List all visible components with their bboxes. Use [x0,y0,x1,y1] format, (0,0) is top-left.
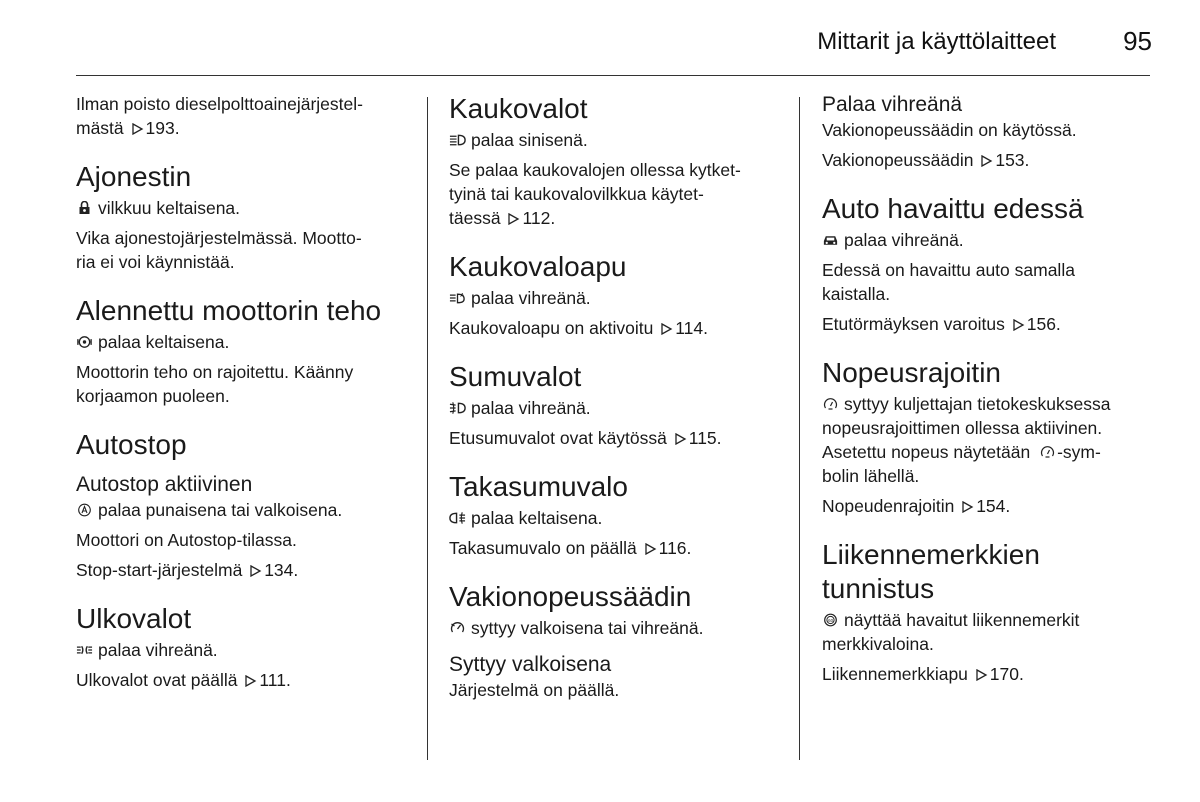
palaa-line-1: Vakionopeussäädin on käytössä. [822,120,1077,140]
link-page-115[interactable]: 115. [688,428,722,448]
subheading-autostop-aktiivinen: Autostop aktiivinen [76,473,253,496]
reduced-engine-power-icon [76,335,93,349]
intro-paragraph: Ilman poisto dieselpolttoainejärjestel- mästä 193. [76,94,363,138]
cruise-control-icon [449,621,466,635]
page-header-title: Mittarit ja käyttölaitteet [817,28,1056,55]
heading-nopeusrajoitin: Nopeusrajoitin [822,357,1001,388]
autostop-line-1: palaa punaisena tai valkoisena. [76,498,411,522]
link-page-112[interactable]: 112. [522,208,556,228]
exterior-lights-icon [76,643,93,657]
kaukovaloapu-line-2: Kaukovaloapu on aktivoitu 114. [449,318,708,338]
nopeusrajoitin-line-1: syttyy kuljettajan tietokeskuksessa nopeusrajoittimen ollessa aktiivinen. Asetettu nopeus näytetään -sym- bolin lähellä. [822,394,1111,486]
page-reference-arrow-icon [1013,319,1025,331]
column-3 [822,92,1157,692]
heading-autostop: Autostop [76,429,187,460]
link-page-156[interactable]: 156. [1026,314,1061,334]
alennettu-line-1: palaa keltaisena. [76,330,411,354]
link-page-154[interactable]: 154. [976,496,1011,516]
column-divider-left [427,97,428,760]
page-reference-arrow-icon [675,433,687,445]
alennettu-line-2: Moottorin teho on rajoitettu. Käänny korjaamon puoleen. [76,362,354,406]
high-beam-assist-icon [449,291,466,305]
speed-limiter-icon [822,397,839,411]
heading-ulkovalot: Ulkovalot [76,603,192,634]
subheading-syttyy-valkoisena: Syttyy valkoisena [449,653,612,676]
header-rule [76,75,1150,76]
page-reference-arrow-icon [250,565,262,577]
kaukovaloapu-line-1: A palaa vihreänä. [449,286,784,310]
page-reference-arrow-icon [132,123,144,135]
svg-text:A: A [460,293,465,300]
front-fog-light-icon [449,401,466,415]
page-reference-arrow-icon [976,669,988,681]
svg-text:60: 60 [828,617,834,623]
rear-fog-light-icon [449,511,466,525]
heading-takasumuvalo: Takasumuvalo [449,471,628,502]
link-page-111[interactable]: 111. [259,670,291,690]
page-reference-arrow-icon [962,501,974,513]
heading-alennettu-moottorin-teho: Alennettu moottorin teho [76,295,382,326]
link-page-153[interactable]: 153. [995,150,1030,170]
kaukovalot-line-2: Se palaa kaukovalojen ollessa kytket- tyinä tai kaukovalovilkkua käytet- täessä 112. [449,160,741,228]
autostop-a-icon [76,503,93,517]
auto-havaittu-line-3: Etutörmäyksen varoitus 156. [822,314,1061,334]
ulkovalot-line-2: Ulkovalot ovat päällä 111. [76,670,291,690]
page-reference-arrow-icon [981,155,993,167]
link-page-170[interactable]: 170. [989,664,1024,684]
vakionopeus-line-2: Järjestelmä on päällä. [449,680,620,700]
link-page-193[interactable]: 193. [145,118,180,138]
ulkovalot-line-1: palaa vihreänä. [76,638,411,662]
link-page-114[interactable]: 114. [675,318,708,338]
column-2 [449,92,784,708]
vehicle-ahead-icon [822,233,839,247]
takasumuvalo-line-2: Takasumuvalo on päällä 116. [449,538,692,558]
liikenne-line-1: 60 näyttää havaitut liikennemerkit merkkivaloina. [822,610,1080,654]
autostop-line-2: Moottori on Autostop-tilassa. [76,530,297,550]
traffic-sign-icon [822,613,839,627]
palaa-line-2: Vakionopeussäädin 153. [822,150,1030,170]
kaukovalot-line-1: palaa sinisenä. [449,128,784,152]
page-number: 95 [1123,26,1152,56]
immobilizer-lock-icon [76,201,93,215]
heading-kaukovaloapu: Kaukovaloapu [449,251,627,282]
heading-auto-havaittu-edessa: Auto havaittu edessä [822,193,1084,224]
link-page-116[interactable]: 116. [658,538,692,558]
page-reference-arrow-icon [245,675,257,687]
liikenne-line-2: Liikennemerkkiapu 170. [822,664,1024,684]
subheading-palaa-vihreana: Palaa vihreänä [822,93,963,116]
page-reference-arrow-icon [508,213,520,225]
sumuvalot-line-2: Etusumuvalot ovat käytössä 115. [449,428,722,448]
auto-havaittu-line-2: Edessä on havaittu auto samalla kaistalla. [822,260,1075,304]
high-beam-icon [449,133,466,147]
link-page-134[interactable]: 134. [264,560,299,580]
heading-vakionopeussaadin: Vakionopeussäädin [449,581,692,612]
page-reference-arrow-icon [645,543,657,555]
vakionopeus-line-1: syttyy valkoisena tai vihreänä. [449,616,784,640]
speed-limiter-icon [1039,445,1056,459]
heading-liikennemerkkien-tunnistus: Liikennemerkkien tunnistus [822,539,1040,604]
auto-havaittu-line-1: palaa vihreänä. [822,228,1157,252]
heading-ajonestin: Ajonestin [76,161,192,192]
column-1 [76,92,411,698]
ajonestin-line-2: Vika ajonestojärjestelmässä. Mootto- ria ei voi käynnistää. [76,228,362,272]
nopeusrajoitin-line-2: Nopeudenrajoitin 154. [822,496,1011,516]
sumuvalot-line-1: palaa vihreänä. [449,396,784,420]
column-divider-right [799,97,800,760]
page-reference-arrow-icon [661,323,673,335]
heading-sumuvalot: Sumuvalot [449,361,582,392]
heading-kaukovalot: Kaukovalot [449,93,588,124]
takasumuvalo-line-1: palaa keltaisena. [449,506,784,530]
ajonestin-line-1: vilkkuu keltaisena. [76,196,411,220]
autostop-line-3: Stop-start-järjestelmä 134. [76,560,299,580]
